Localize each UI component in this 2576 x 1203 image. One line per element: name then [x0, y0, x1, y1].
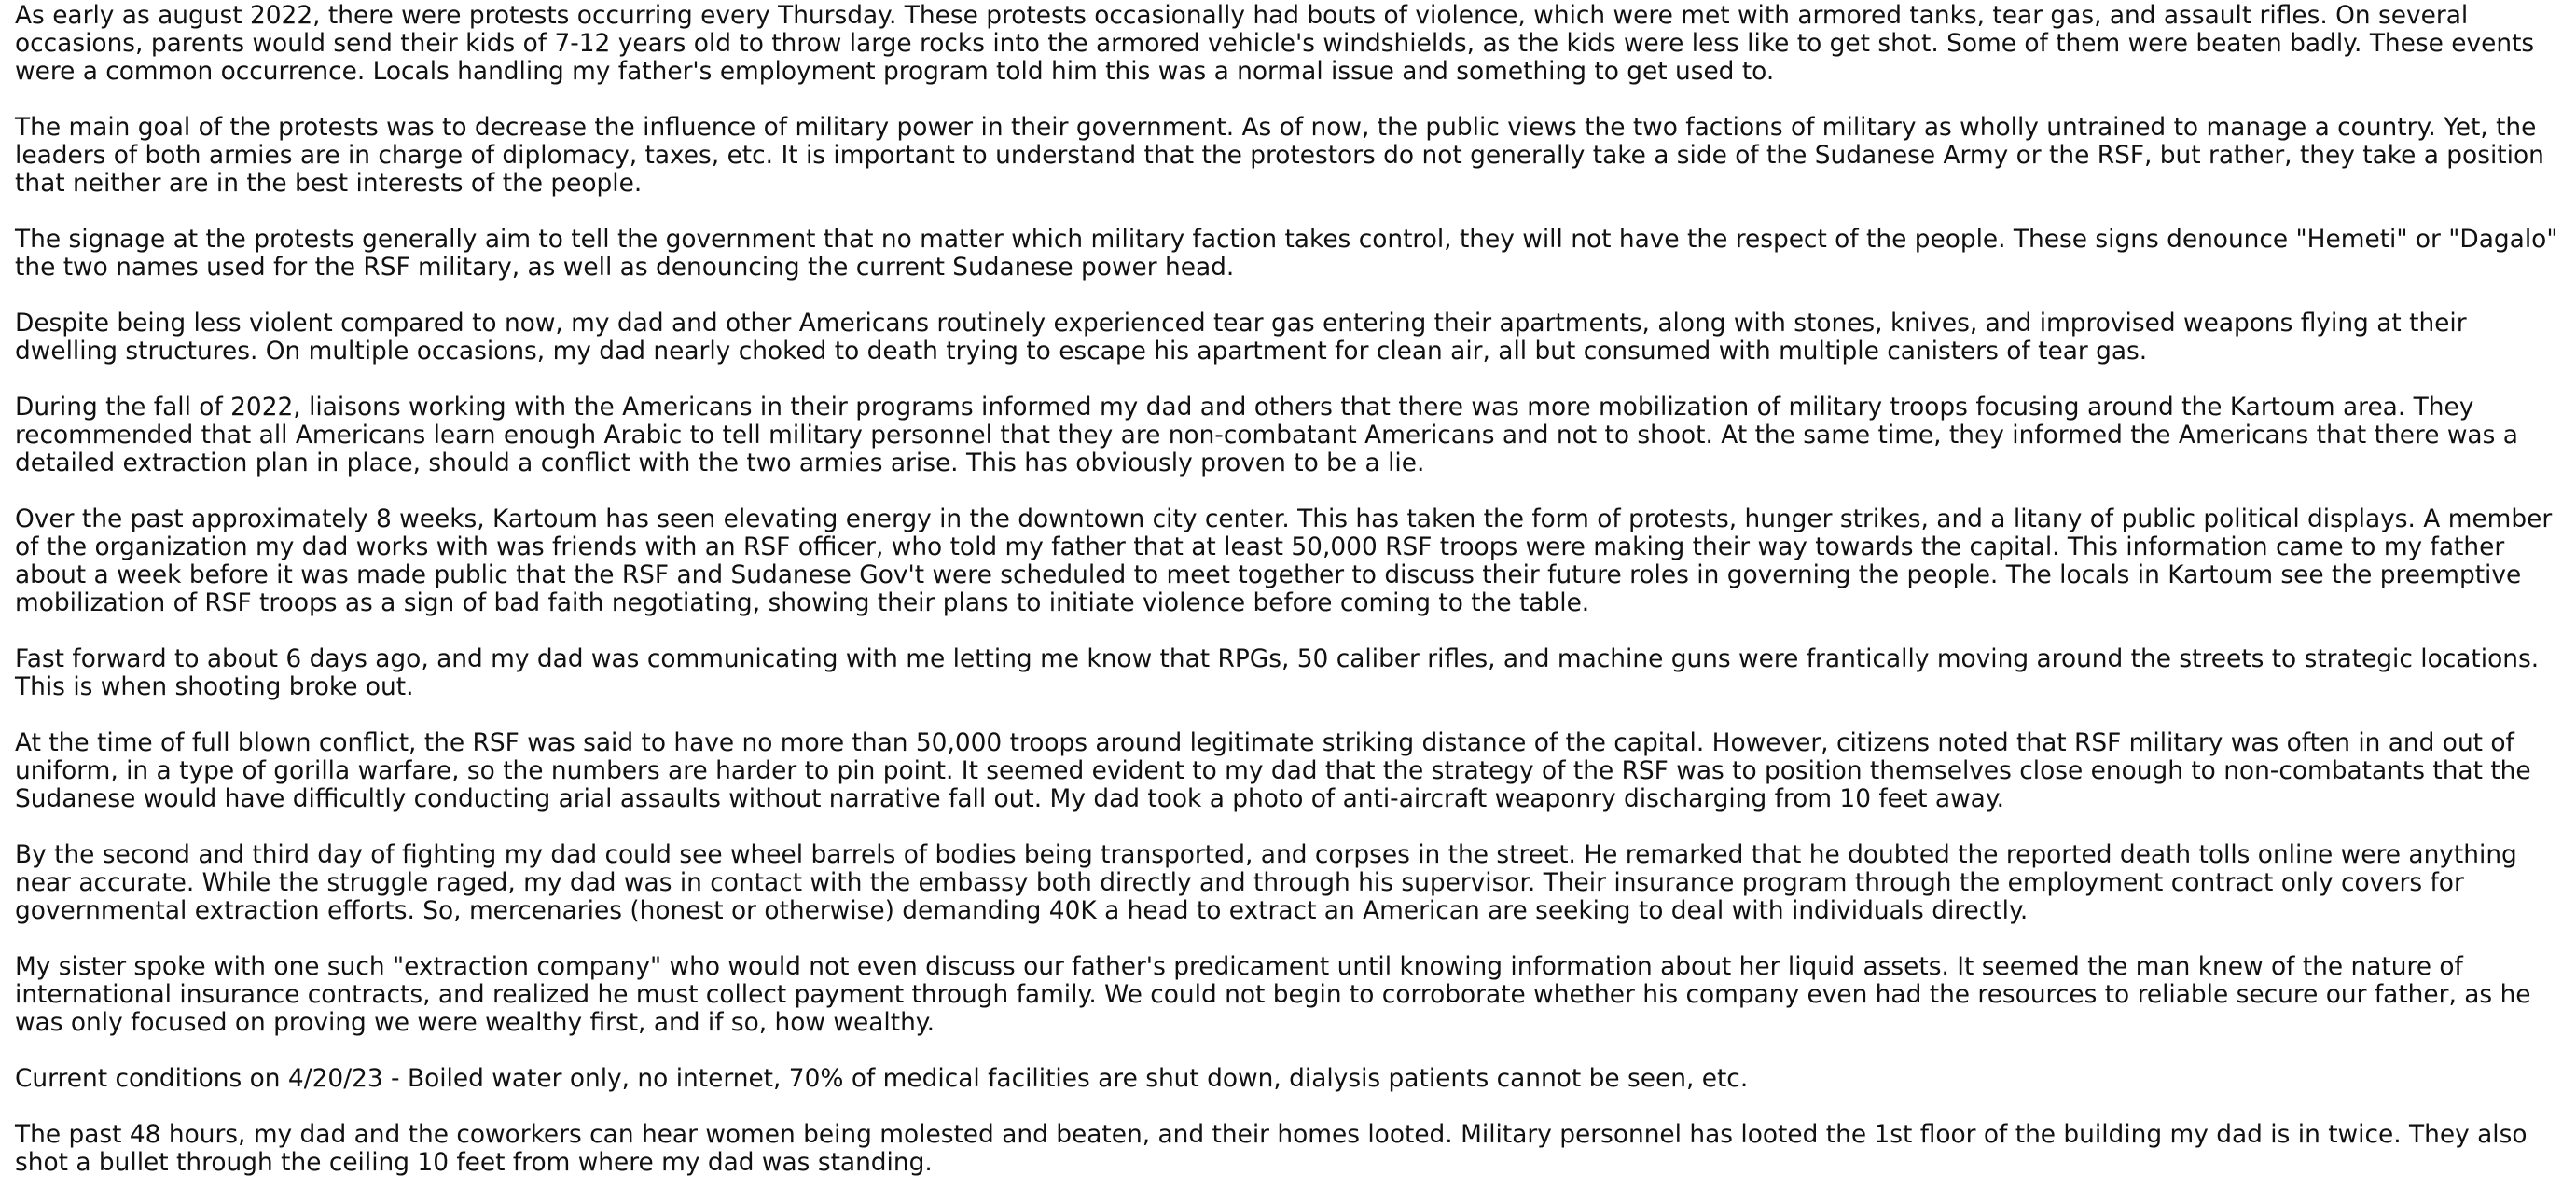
paragraph-current-conditions: Current conditions on 4/20/23 - Boiled water only, no internet, 70% of medical facilities are shut down, dialysis patients cannot be seen, etc. [15, 1064, 1749, 1093]
paragraph-signage: The signage at the protests generally aim to tell the government that no matter which military faction takes control, they will not have the respect of the people. These signs denounce "Hemeti" or "Dagalo" the two names used for the RSF military, as well as denouncing the current Sudanese power head. [15, 225, 2558, 282]
paragraph-fall-2022: During the fall of 2022, liaisons working with the Americans in their programs informed my dad and others that there was more mobilization of military troops focusing around the Kartoum area. They recommended that all Americans learn enough Arabic to tell military personnel that they are non-combatant Americans and not to shoot. At the same time, they informed the Americans that there was a detailed extraction plan in place, should a conflict with the two armies arise. This has obviously proven to be a lie. [15, 393, 2518, 477]
paragraph-full-conflict: At the time of full blown conflict, the RSF was said to have no more than 50,000 troops around legitimate striking distance of the capital. However, citizens noted that RSF military was often in and out of uniform, in a type of gorilla warfare, so the numbers are harder to pin point. It seemed evident to my dad that the strategy of the RSF was to position themselves close enough to non-combatants that the Sudanese would have difficultly conducting arial assaults without narrative fall out. My dad took a photo of anti-aircraft weaponry discharging from 10 feet away. [15, 728, 2531, 813]
document-body [15, 2, 2561, 1177]
paragraph-tear-gas: Despite being less violent compared to now, my dad and other Americans routinely experienced tear gas entering their apartments, along with stones, knives, and improvised weapons flying at their dwelling structures. On multiple occasions, my dad nearly choked to death trying to escape his apartment for clean air, all but consumed with multiple canisters of tear gas. [15, 309, 2467, 366]
paragraph-protest-goals: The main goal of the protests was to decrease the influence of military power in their government. As of now, the public views the two factions of military as wholly untrained to manage a country. Yet, the leaders of both armies are in charge of diplomacy, taxes, etc. It is important to understand that the protestors do not generally take a side of the Sudanese Army or the RSF, but rather, they take a position that neither are in the best interests of the people. [15, 113, 2544, 198]
paragraph-past-8-weeks: Over the past approximately 8 weeks, Kartoum has seen elevating energy in the downtown city center. This has taken the form of protests, hunger strikes, and a litany of public political displays. A member of the organization my dad works with was friends with an RSF officer, who told my father that at least 50,000 RSF troops were making their way towards the capital. This information came to my father about a week before it was made public that the RSF and Sudanese Gov't were scheduled to meet together to discuss their future roles in governing the people. The locals in Kartoum see the preemptive mobilization of RSF troops as a sign of bad faith negotiating, showing their plans to initiate violence before coming to the table. [15, 505, 2553, 617]
paragraph-fighting-days: By the second and third day of fighting my dad could see wheel barrels of bodies being transported, and corpses in the street. He remarked that he doubted the reported death tolls online were anything near accurate. While the struggle raged, my dad was in contact with the embassy both directly and through his supervisor. Their insurance program through the employment contract only covers for governmental extraction efforts. So, mercenaries (honest or otherwise) demanding 40K a head to extract an American are seeking to deal with individuals directly. [15, 840, 2517, 925]
paragraph-shooting-broke-out: Fast forward to about 6 days ago, and my dad was communicating with me letting me know that RPGs, 50 caliber rifles, and machine guns were frantically moving around the streets to strategic locations. This is when shooting broke out. [15, 644, 2540, 701]
paragraph-protests-timeline: As early as august 2022, there were protests occurring every Thursday. These protests occasionally had bouts of violence, which were met with armored tanks, tear gas, and assault rifles. On several occasions, parents would send their kids of 7-12 years old to throw large rocks into the armored vehicle's windshields, as the kids were less like to get shot. Some of them were beaten badly. These events were a common occurrence. Locals handling my father's employment program told him this was a normal issue and something to get used to. [15, 1, 2535, 86]
paragraph-extraction-company: My sister spoke with one such "extraction company" who would not even discuss our father's predicament until knowing information about her liquid assets. It seemed the man knew of the nature of international insurance contracts, and realized he must collect payment through family. We could not begin to corroborate whether his company even had the resources to reliable secure our father, as he was only focused on proving we were wealthy first, and if so, how wealthy. [15, 952, 2531, 1037]
paragraph-past-48-hours: The past 48 hours, my dad and the coworkers can hear women being molested and beaten, and their homes looted. Military personnel has looted the 1st floor of the building my dad is in twice. They also shot a bullet through the ceiling 10 feet from where my dad was standing. [15, 1120, 2528, 1177]
